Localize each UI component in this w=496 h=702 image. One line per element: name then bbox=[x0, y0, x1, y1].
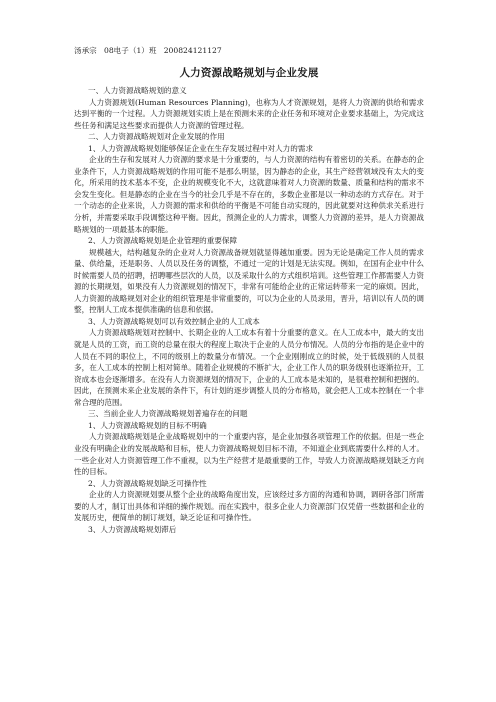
body-paragraph: 规模越大，结构越复杂的企业对人力资源战备规划就显得越加重要。因为无论是确定工作人员的需求量、供给量，还是职务、人员以及任务的调整，不通过一定的计划是无法实现。例如，在国有企业中什么时候需要人员的招聘，招聘哪些层次的人员，以及采取什么的方式组织培训。这些管理工作都需要人力资源的长期规划，如果没有人力资源规划的情况下，非常有可能给企业的正常运转带来一定的麻烦。因此，人力资源的战略规划对企业的组织管理是非常重要的，可以为企业的人员录用，晋升，培训以有人员的调整，控制人工成本提供准确的信息和依据。 bbox=[74, 247, 424, 315]
section-heading: 3、人力资源战略规划可以有效控制企业的人工成本 bbox=[88, 316, 260, 326]
document-title: 人力资源战略规划与企业发展 bbox=[179, 67, 319, 79]
document-page bbox=[74, 46, 424, 535]
section-heading: 一、人力资源战略规划的意义 bbox=[88, 86, 187, 95]
body-paragraph: 企业的生存和发展对人力资源的要求是十分重要的，与人力资源的结构有着密切的关系。在静态的企业条件下，人力资源战略规划的作用可能不是那么明显，因为静态的企业，其生产经营领域没有太大的变化，所采用的技术基本不变，企业的规模变化不大，这就意味着对人力资源的数量、质量和结构的需求不会发生变化。但是静态的企业在当今的社会几乎是不存在的，多数企业都是以一种动态的方式存在。对于一个动态的企业来说，人力资源的需求和供给的平衡是不可能自动实现的，因此就要对这种供求关系进行分析，并需要采取手段调整这种平衡。因此，预测企业的人力需求，调整人力资源的差异，是人力资源战略规划的一项最基本的职能。 bbox=[74, 155, 424, 234]
section-heading: 三、当前企业人力资源战略规划普遍存在的问题 bbox=[88, 409, 248, 419]
author-info: 汤承宗 08电子（1）班 200824121127 bbox=[74, 46, 222, 55]
section-heading: 2、人力资源战略规划是企业管理的重要保障 bbox=[88, 236, 238, 246]
document-body bbox=[74, 85, 424, 535]
section-heading: 1、人力资源战略规划能够保证企业在生存发展过程中对人力的需求 bbox=[88, 143, 314, 153]
body-paragraph: 人力资源战略规划对控制中、长期企业的人工成本有着十分重要的意义。在人工成本中，最大的支出就是人员的工资，而工资的总量在很大的程度上取决于企业的人员分布情况。人员的分布指的是企业中的人员在不同的职位上，不同的级别上的数量分布情况。一个企业刚刚成立的时候，处于低级别的人员很多，在人工成本的控制上相对简单。随着企业规模的不断扩大，企业工作人员的职务级别也逐渐拉开，工资成本也会逐渐增多。在没有人力资源规划的情况下，企业的人工成本是未知的，是很难控制和把握的。因此，在预测未来企业发展的条件下，有计划的逐步调整人员的分布格局，就会把人工成本控制在一个非常合理的范围。 bbox=[74, 328, 424, 407]
section-heading: 3、人力资源战略规划滞后 bbox=[88, 524, 177, 534]
section-heading: 二、人力资源战略规划对企业发展的作用 bbox=[88, 132, 225, 142]
body-paragraph: 人力资源规划(Human Resources Planning)，也称为人才资源规划，是将人力资源的供给和需求达到平衡的一个过程。人力资源规划实质上是在预测未来的企业任务和环境对企业要求基础上，为完成这些任务和满足这些要求而提供人力资源的管理过程。 bbox=[74, 97, 424, 130]
section-heading: 2、人力资源战略规划缺乏可操作性 bbox=[88, 478, 207, 488]
section-heading: 1、人力资源战略规划的目标不明确 bbox=[88, 420, 207, 430]
body-paragraph: 人力资源战略规划是企业战略规划中的一个重要内容，是企业加强各项管理工作的依据。但是一些企业没有明确企业的发展战略和目标，使人力资源战略规划目标不清，不知道企业到底需要什么样的人才。一些企业对人力资源管理工作不重视，以为生产经营才是最重要的工作，导致人力资源战略规划缺乏方向性的目标。 bbox=[74, 432, 424, 477]
body-paragraph: 企业的人力资源规划要从整个企业的战略角度出发，应该经过多方面的沟通和协调，调研各部门所需要的人才，制订出具体和详细的操作规划。而在实践中，很多企业人力资源部门仅凭借一些数据和企业的发展历史，便简单的制订规划，缺乏论证和可操作性。 bbox=[74, 490, 424, 523]
